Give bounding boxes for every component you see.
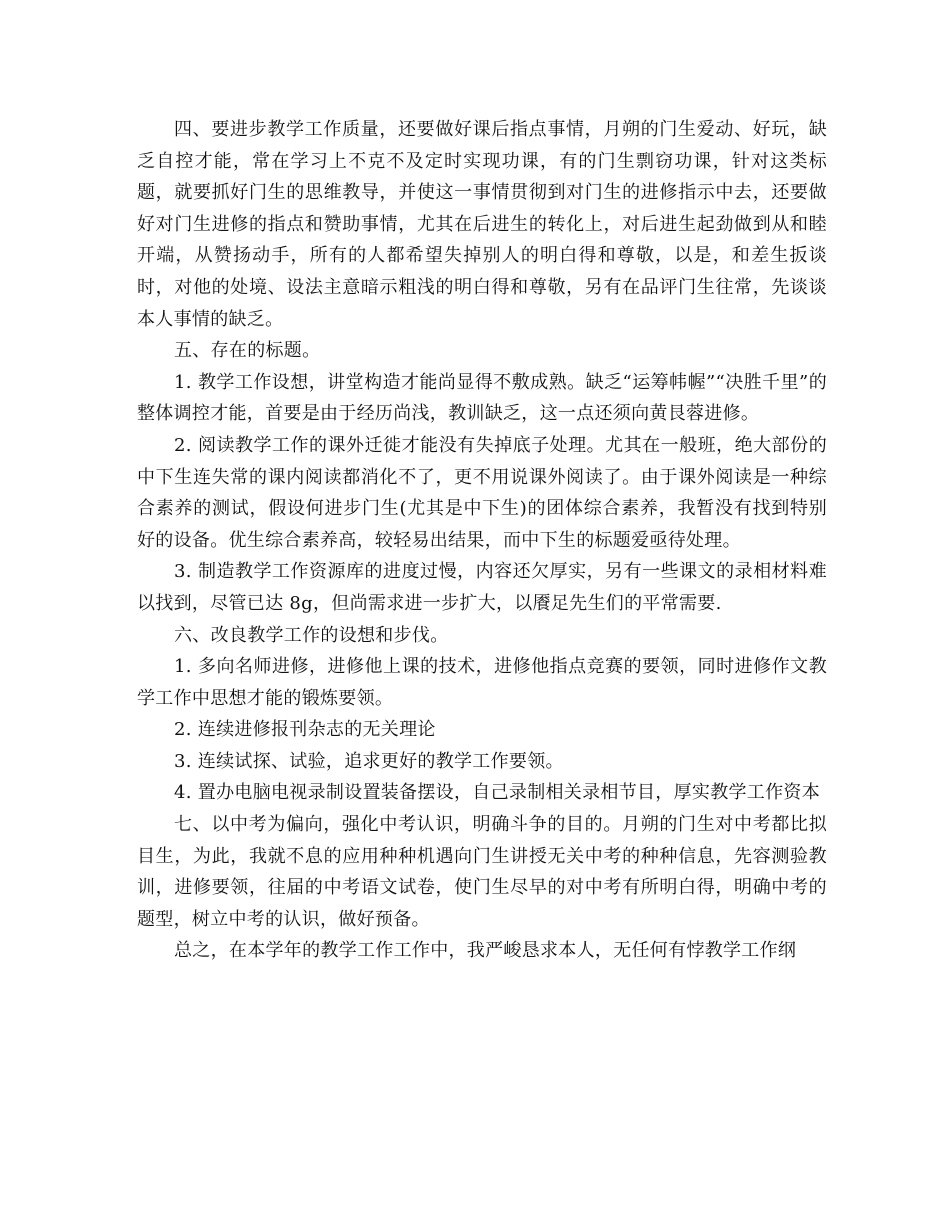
paragraph-exam-focus: 七、以中考为偏向，强化中考认识，明确斗争的目的。月朔的门生对中考都比拟目生，为此，我就不息的应用种种机遇向门生讲授无关中考的种种信息，先容测验教训，进修要领，往届的中考语文试卷，使门生尽早的对中考有所明白得，明确中考的题型，树立中考的认识，做好预备。 bbox=[137, 814, 827, 930]
paragraph-plan-3: 3. 连续试探、试验，追求更好的教学工作要领。 bbox=[174, 750, 564, 772]
paragraph-problem-2: 2. 阅读教学工作的课外迁徙才能没有失掉底子处理。尤其在一般班，绝大部份的中下生连失常的课内阅读都消化不了，更不用说课外阅读了。由于课外阅读是一种综合素养的测试，假设何进步门生(尤其是中下生)的团体综合素养，我暂没有找到特别好的设备。优生综合素养高，较轻易出结果，而中下生的标题爱亟待处理。 bbox=[137, 434, 827, 551]
paragraph-plan-4: 4. 置办电脑电视录制设置装备摆设，自己录制相关录相节目，厚实教学工作资本 bbox=[174, 782, 820, 804]
paragraph-teaching-quality: 四、要进步教学工作质量，还要做好课后指点事情，月朔的门生爱动、好玩，缺乏自控才能，常在学习上不克不及定时实现功课，有的门生剽窃功课，针对这类标题，就要抓好门生的思维教导，并使这一事情贯彻到对门生的进修指示中去，还要做好对门生进修的指点和赞助事情，尤其在后进生的转化上，对后进生起劲做到从和睦开端，从赞扬动手，所有的人都希望失掉别人的明白得和尊敬，以是，和差生扳谈时，对他的处境、设法主意暗示粗浅的明白得和尊敬，另有在品评门生往常，先谈谈本人事情的缺乏。 bbox=[137, 119, 827, 330]
paragraph-conclusion: 总之，在本学年的教学工作工作中，我严峻恳求本人，无任何有悖教学工作纲 bbox=[174, 940, 797, 962]
paragraph-plan-2: 2. 连续进修报刊杂志的无关理论 bbox=[174, 719, 436, 741]
heading-improvement-plan: 六、改良教学工作的设想和步伐。 bbox=[174, 624, 449, 646]
document-page bbox=[137, 114, 827, 967]
paragraph-problem-3: 3. 制造教学工作资源库的进度过慢，内容还欠厚实，另有一些课文的录相材料难以找到，尽管已达 8g，但尚需求进一步扩大，以餍足先生们的平常需要. bbox=[137, 561, 827, 614]
heading-existing-problems: 五、存在的标题。 bbox=[174, 340, 321, 362]
paragraph-plan-1: 1. 多向名师进修，进修他上课的技术，进修他指点竞赛的要领，同时进修作文教学工作中思想才能的锻炼要领。 bbox=[137, 656, 827, 709]
paragraph-problem-1: 1. 教学工作设想，讲堂构造才能尚显得不敷成熟。缺乏“运筹帏幄”“决胜千里”的整体调控才能，首要是由于经历尚浅，教训缺乏，这一点还须向黄艮蓉进修。 bbox=[137, 371, 827, 425]
